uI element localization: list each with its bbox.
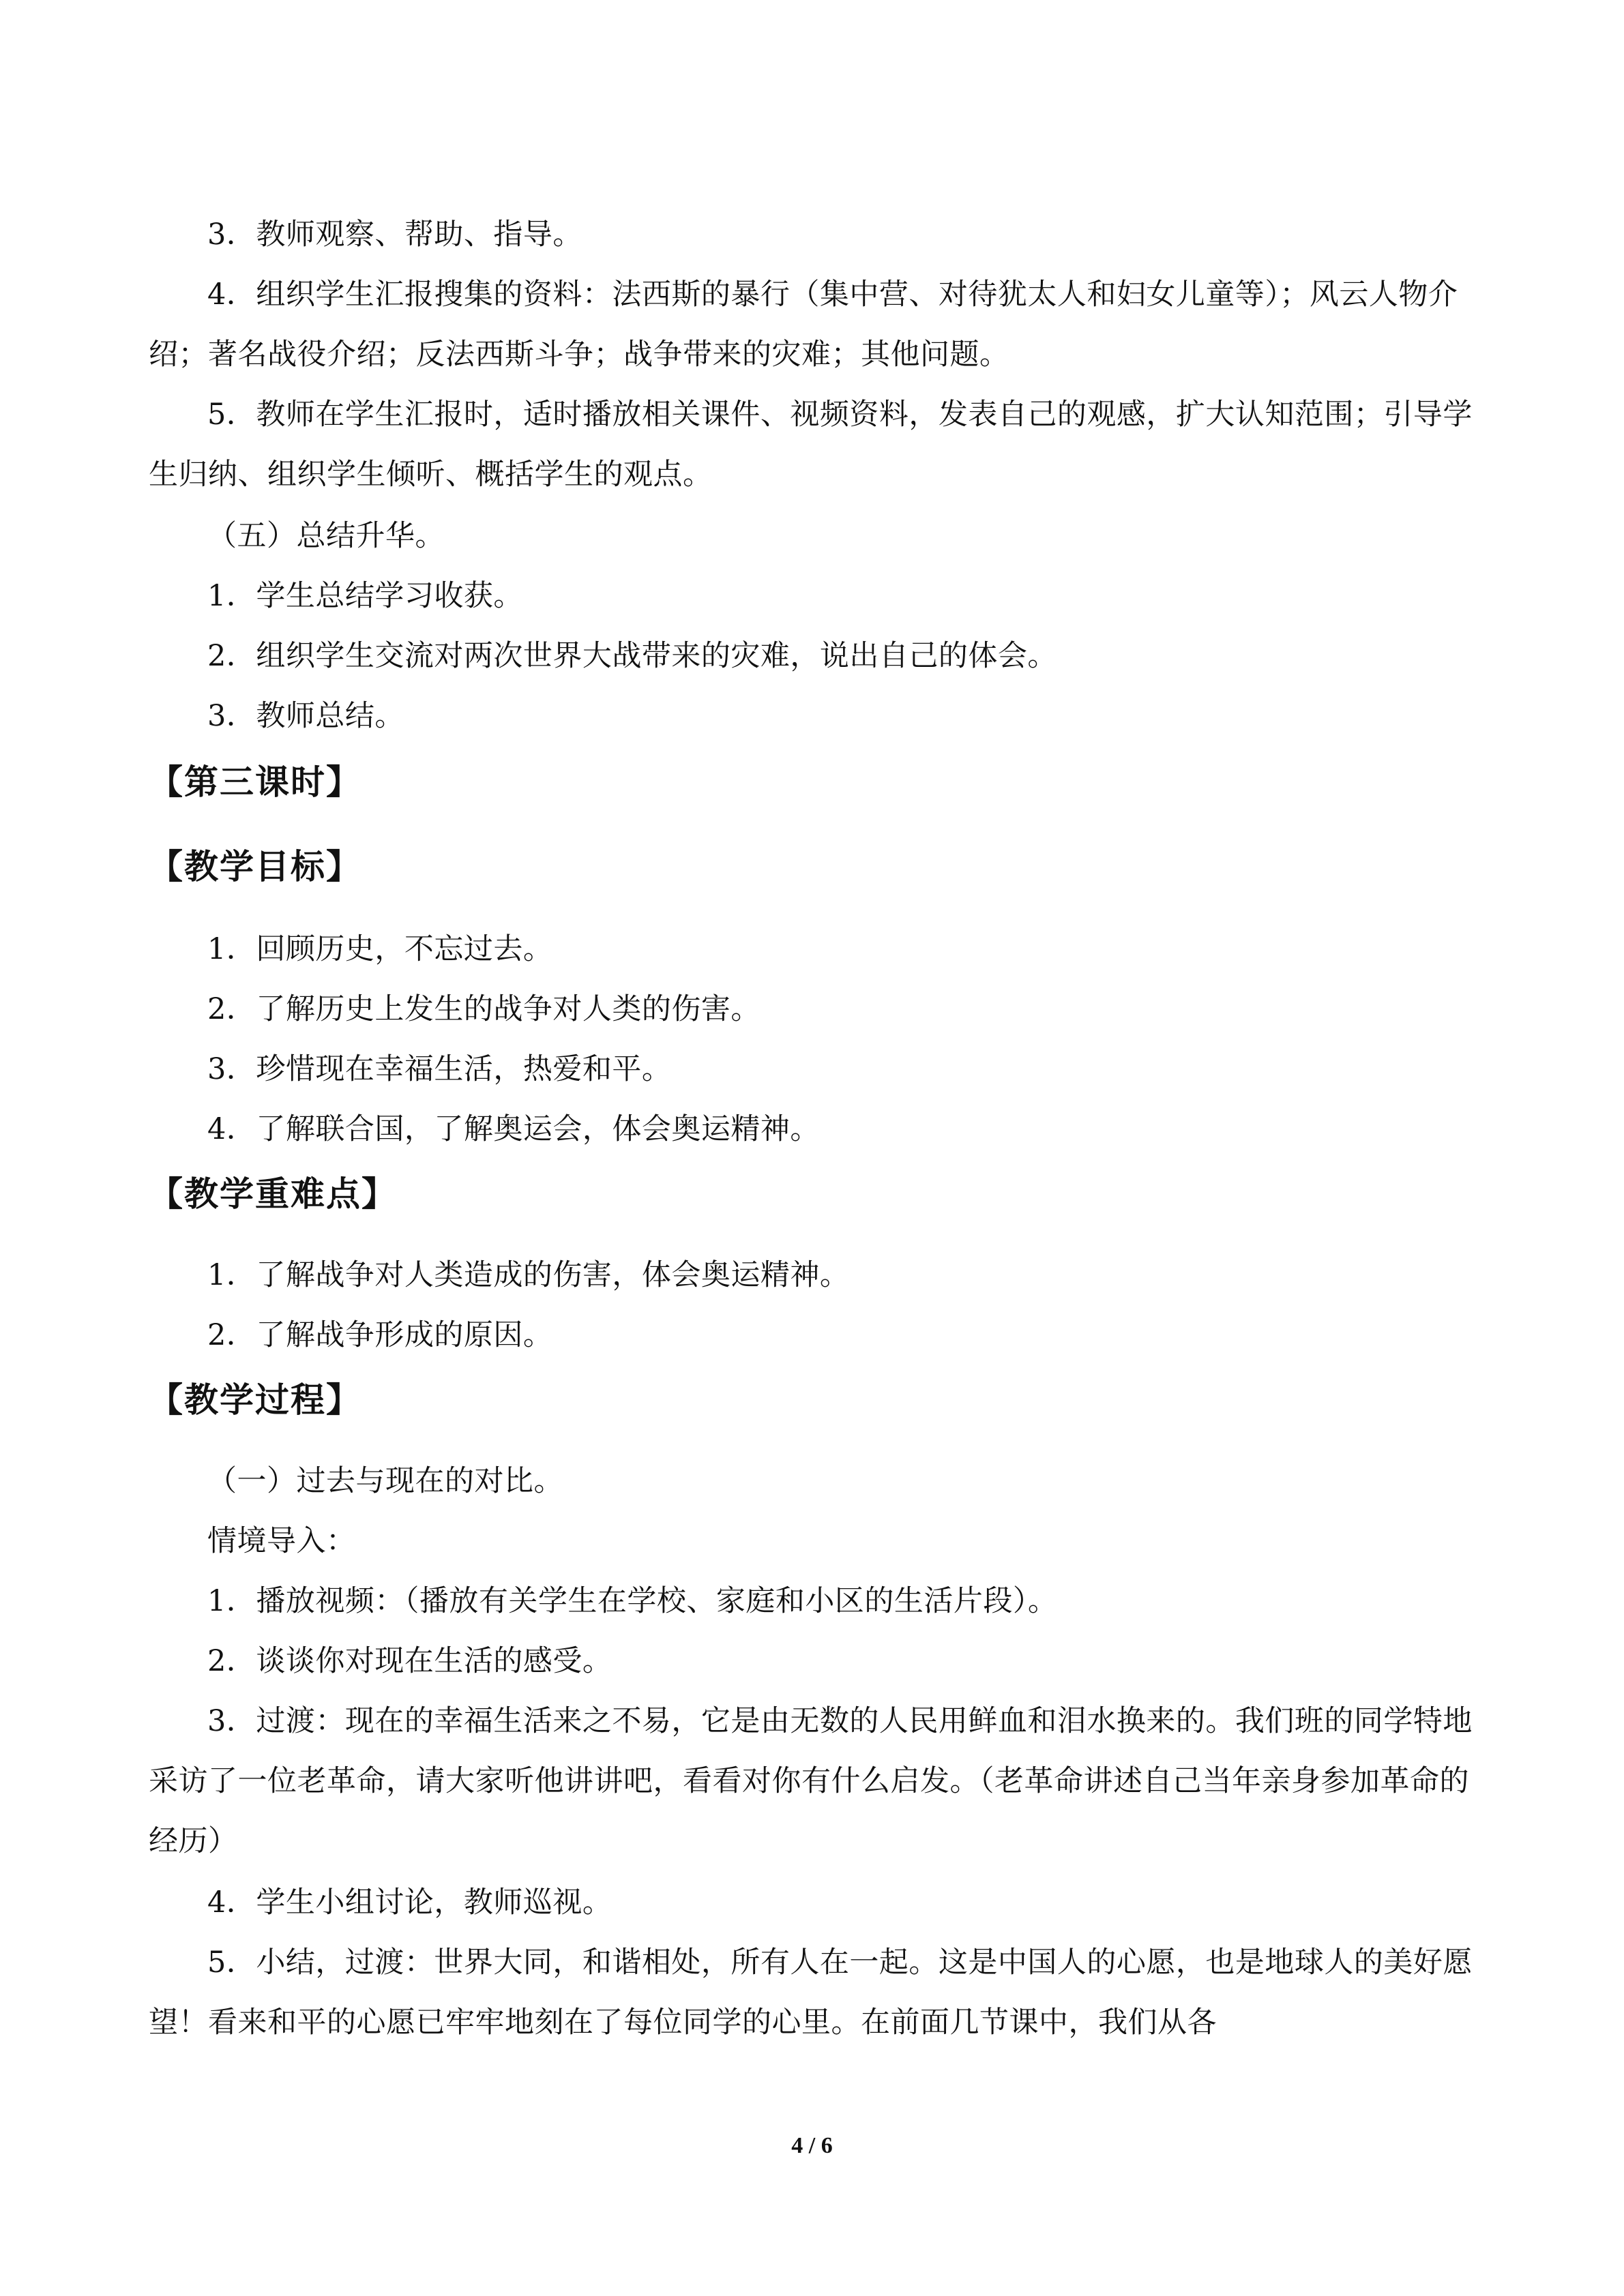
paragraph: 1．播放视频：（播放有关学生在学校、家庭和小区的生活片段）。 — [207, 1584, 1058, 1618]
paragraph: 2．组织学生交流对两次世界大战带来的灾难，说出自己的体会。 — [207, 639, 1057, 673]
paragraph: 情境导入： — [207, 1524, 356, 1558]
paragraph: 1．学生总结学习收获。 — [207, 579, 523, 613]
paragraph: （一）过去与现在的对比。 — [207, 1464, 563, 1498]
paragraph: 4．了解联合国，了解奥运会，体会奥运精神。 — [207, 1112, 820, 1146]
paragraph: （五）总结升华。 — [207, 519, 445, 553]
paragraph: 5．教师在学生汇报时，适时播放相关课件、视频资料，发表自己的观感，扩大认知范围；引导学生归纳、组织学生倾听、概括学生的观点。 — [149, 398, 1473, 492]
paragraph: 5．小结，过渡：世界大同，和谐相处，所有人在一起。这是中国人的心愿，也是地球人的美好愿望！看来和平的心愿已牢牢地刻在了每位同学的心里。在前面几节课中，我们从各 — [149, 1945, 1473, 2040]
paragraph: 3．教师总结。 — [207, 699, 404, 733]
section-heading: 【教学重难点】 — [149, 1174, 397, 1214]
paragraph: 1．回顾历史，不忘过去。 — [207, 932, 553, 966]
paragraph: 3．教师观察、帮助、指导。 — [207, 218, 582, 252]
section-heading: 【第三课时】 — [149, 762, 361, 802]
paragraph: 1．了解战争对人类造成的伤害，体会奥运精神。 — [207, 1258, 850, 1292]
paragraph: 4．组织学生汇报搜集的资料：法西斯的暴行（集中营、对待犹太人和妇女儿童等）；风云人物介绍；著名战役介绍；反法西斯斗争；战争带来的灾难；其他问题。 — [149, 278, 1458, 372]
paragraph: 2．了解战争形成的原因。 — [207, 1318, 553, 1352]
section-heading: 【教学过程】 — [149, 1380, 361, 1420]
section-heading: 【教学目标】 — [149, 847, 361, 886]
paragraph: 2．了解历史上发生的战争对人类的伤害。 — [207, 992, 761, 1026]
paragraph: 2．谈谈你对现在生活的感受。 — [207, 1644, 612, 1678]
paragraph: 3．过渡：现在的幸福生活来之不易，它是由无数的人民用鲜血和泪水换来的。我们班的同学特地采访了一位老革命，请大家听他讲讲吧，看看对你有什么启发。（老革命讲述自己当年亲身参加革命的经历） — [149, 1704, 1473, 1858]
paragraph: 4．学生小组讨论，教师巡视。 — [207, 1885, 612, 1920]
paragraph: 3．珍惜现在幸福生活，热爱和平。 — [207, 1052, 672, 1086]
page-number: 4 / 6 — [791, 2133, 833, 2158]
